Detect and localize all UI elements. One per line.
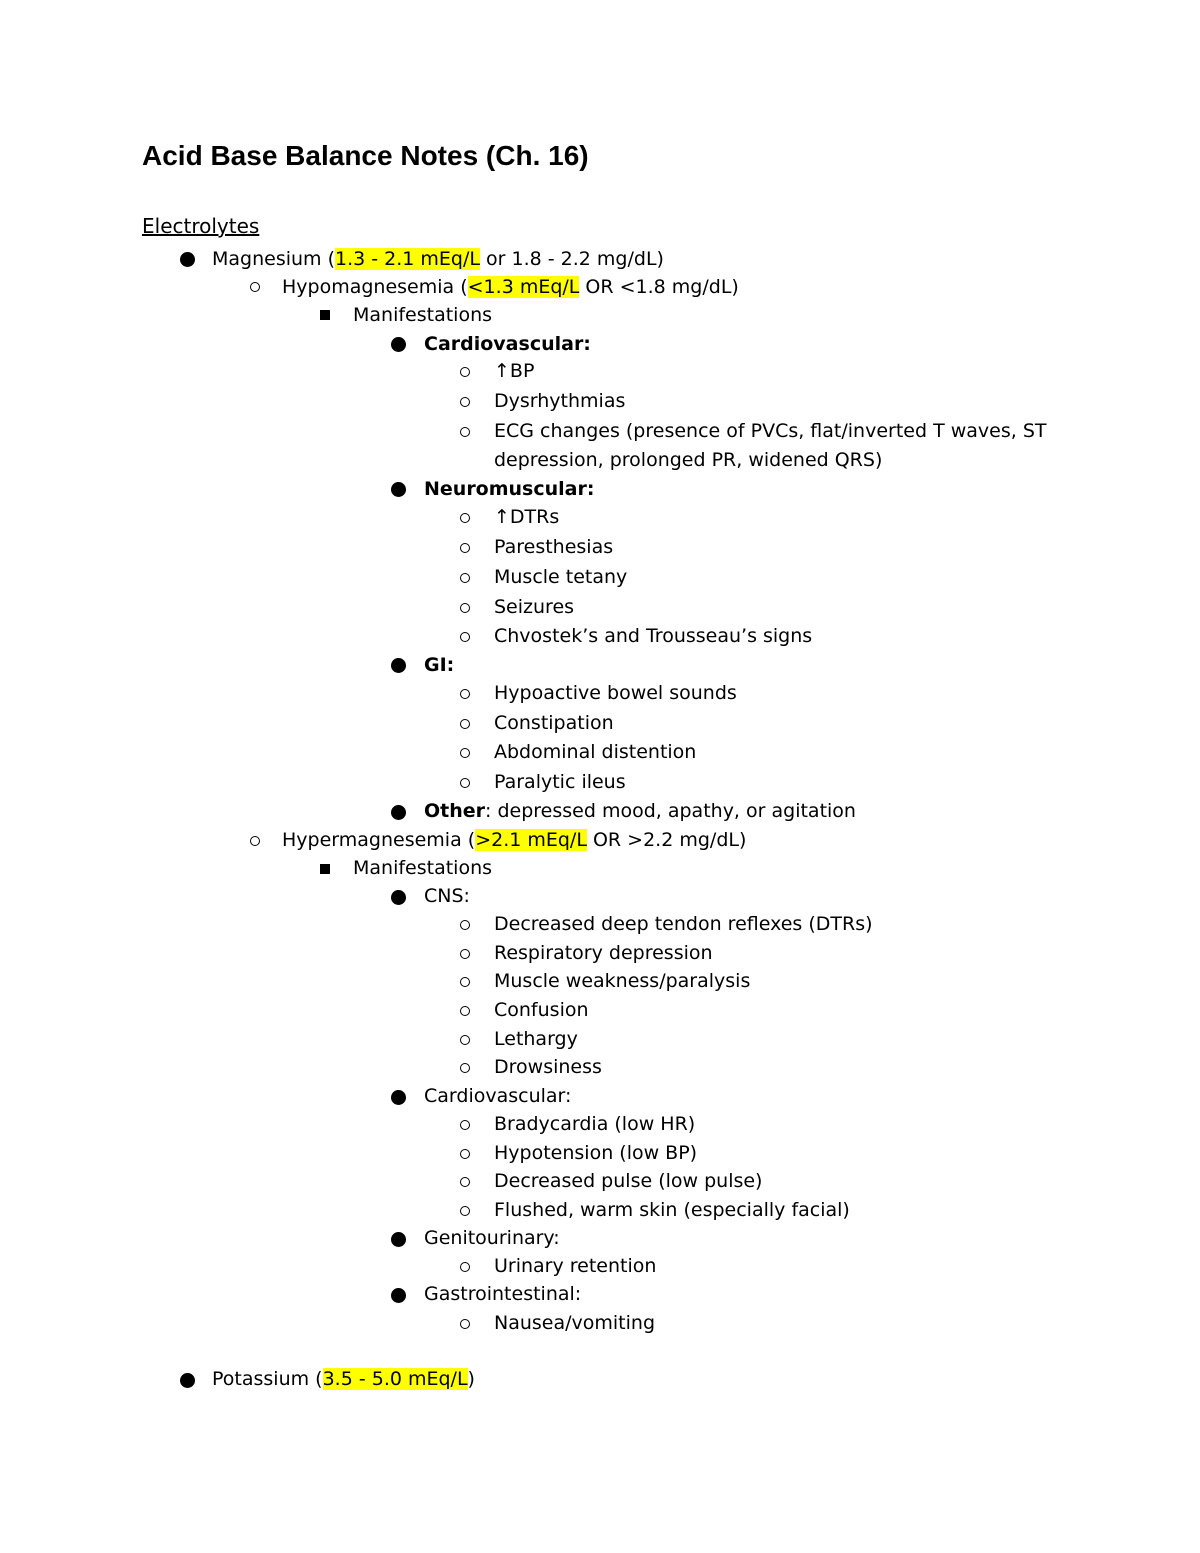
bullet-square-icon [310, 855, 340, 883]
list-item: Urinary retention [494, 1255, 657, 1277]
hypo-gi-label: GI: [424, 654, 455, 676]
list-item: Hypoactive bowel sounds [494, 682, 737, 704]
bullet-circle-icon [450, 1054, 480, 1082]
bullet-disc-icon [383, 1225, 413, 1253]
hypo-cardio-label: Cardiovascular: [424, 333, 591, 355]
highlighted-range: 3.5 - 5.0 mEq/L [322, 1368, 468, 1390]
list-item: Muscle weakness/paralysis [494, 970, 751, 992]
hyper-manifestations-label: Manifestations [353, 857, 493, 879]
bullet-circle-icon [450, 504, 480, 532]
bullet-circle-icon [450, 1140, 480, 1168]
bullet-circle-icon [450, 564, 480, 592]
bullet-disc-icon [383, 651, 413, 679]
hypomagnesemia-item: Hypomagnesemia (<1.3 mEq/L OR <1.8 mg/dL) [282, 276, 739, 298]
bullet-circle-icon [450, 769, 480, 797]
bullet-square-icon [310, 301, 340, 329]
hyper-gu-label: Genitourinary: [424, 1227, 560, 1249]
bullet-disc-icon [383, 330, 413, 358]
list-item: Paralytic ileus [494, 771, 626, 793]
bullet-circle-icon [450, 940, 480, 968]
potassium-item: Potassium (3.5 - 5.0 mEq/L) [212, 1368, 475, 1390]
list-item: Abdominal distention [494, 741, 697, 763]
bullet-circle-icon [450, 1168, 480, 1196]
bullet-circle-icon [450, 997, 480, 1025]
bullet-circle-icon [450, 358, 480, 386]
bullet-circle-icon [450, 534, 480, 562]
bullet-circle-icon [450, 623, 480, 651]
list-item: Dysrhythmias [494, 390, 626, 412]
hypo-neuro-label: Neuromuscular: [424, 478, 595, 500]
list-item: Nausea/vomiting [494, 1312, 656, 1334]
document-title: Acid Base Balance Notes (Ch. 16) [142, 140, 589, 171]
list-item-continuation: depression, prolonged PR, widened QRS) [494, 449, 883, 471]
bullet-circle-icon [450, 1197, 480, 1225]
bullet-circle-icon [450, 1310, 480, 1338]
bullet-disc-icon [383, 1083, 413, 1111]
list-item: Chvostek’s and Trousseau’s signs [494, 625, 813, 647]
list-item: Confusion [494, 999, 589, 1021]
bullet-disc-icon [172, 1366, 202, 1394]
list-item: Decreased pulse (low pulse) [494, 1170, 763, 1192]
highlighted-range: 1.3 - 2.1 mEq/L [335, 248, 480, 270]
bullet-circle-icon [450, 418, 480, 446]
list-item: Paresthesias [494, 536, 614, 558]
hyper-cns-label: CNS: [424, 885, 470, 907]
bullet-disc-icon [172, 245, 202, 273]
list-item: Respiratory depression [494, 942, 713, 964]
list-item: ↑DTRs [494, 506, 560, 528]
bullet-circle-icon [450, 739, 480, 767]
bullet-circle-icon [450, 968, 480, 996]
hyper-cardio-label: Cardiovascular: [424, 1085, 572, 1107]
bullet-circle-icon [450, 594, 480, 622]
list-item: Hypotension (low BP) [494, 1142, 698, 1164]
hyper-gastro-label: Gastrointestinal: [424, 1283, 582, 1305]
bullet-circle-icon [450, 1111, 480, 1139]
list-item: Bradycardia (low HR) [494, 1113, 696, 1135]
section-heading-electrolytes: Electrolytes [142, 214, 260, 238]
list-item: ↑BP [494, 360, 535, 382]
list-item: ECG changes (presence of PVCs, flat/inverted T waves, ST [494, 420, 1047, 442]
bullet-disc-icon [383, 798, 413, 826]
list-item: Drowsiness [494, 1056, 602, 1078]
magnesium-item: Magnesium (1.3 - 2.1 mEq/L or 1.8 - 2.2 mg/dL) [212, 248, 664, 270]
bullet-circle-icon [450, 680, 480, 708]
hypo-other-item: Other: depressed mood, apathy, or agitation [424, 800, 856, 822]
bullet-circle-icon [450, 710, 480, 738]
highlighted-range: >2.1 mEq/L [475, 829, 587, 851]
list-item: Constipation [494, 712, 614, 734]
bullet-circle-icon [240, 273, 270, 301]
list-item: Flushed, warm skin (especially facial) [494, 1199, 850, 1221]
list-item: Seizures [494, 596, 575, 618]
list-item: Lethargy [494, 1028, 578, 1050]
hypo-manifestations-label: Manifestations [353, 304, 493, 326]
highlighted-range: <1.3 mEq/L [467, 276, 580, 298]
bullet-circle-icon [450, 1026, 480, 1054]
list-item: Decreased deep tendon reflexes (DTRs) [494, 913, 873, 935]
bullet-disc-icon [383, 475, 413, 503]
bullet-disc-icon [383, 1281, 413, 1309]
bullet-circle-icon [450, 388, 480, 416]
bullet-circle-icon [450, 911, 480, 939]
bullet-circle-icon [240, 827, 270, 855]
bullet-disc-icon [383, 883, 413, 911]
bullet-circle-icon [450, 1253, 480, 1281]
list-item: Muscle tetany [494, 566, 628, 588]
hypermagnesemia-item: Hypermagnesemia (>2.1 mEq/L OR >2.2 mg/dL) [282, 829, 747, 851]
